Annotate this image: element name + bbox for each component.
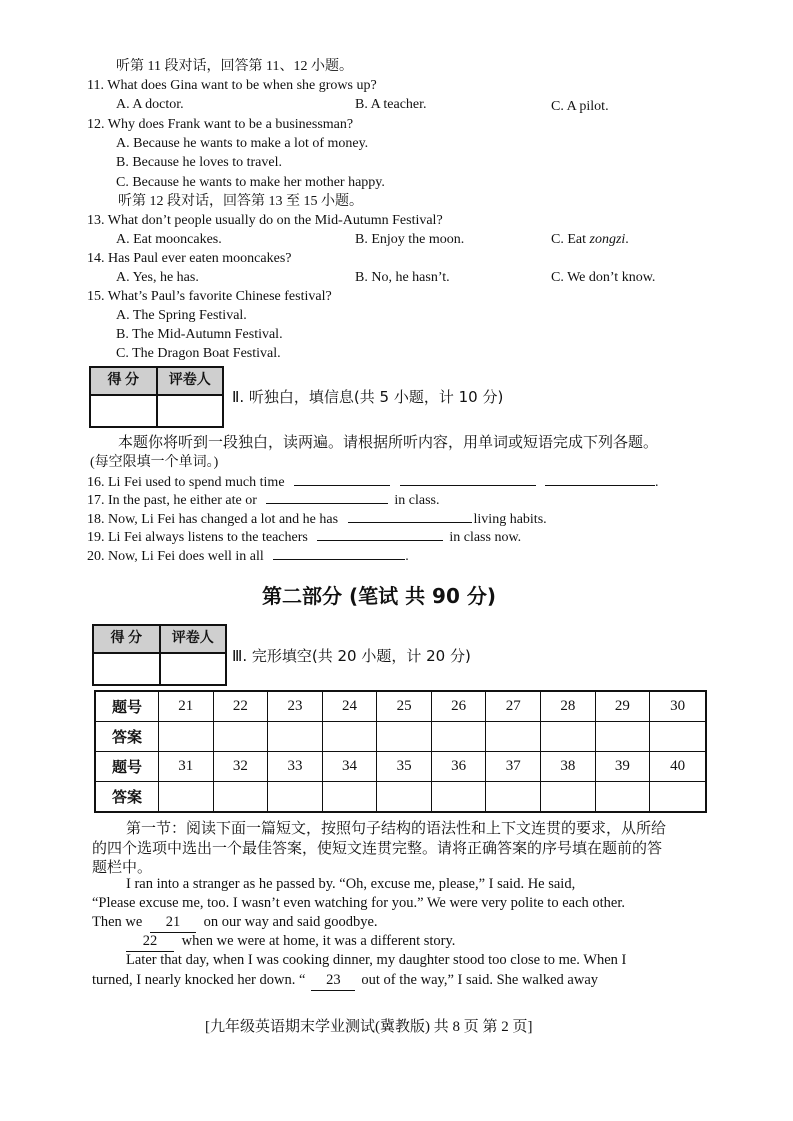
q19 xyxy=(87,527,521,547)
score-cell[interactable] xyxy=(91,396,158,426)
sec1-instruction-line1: 第一节：阅读下面一篇短文，按照句子结构的语法性和上下文连贯的要求，从所给 xyxy=(126,821,667,837)
passage-text: Then we xyxy=(92,914,143,930)
section3-title: Ⅲ. 完形填空(共 20 小题，计 20 分) xyxy=(232,647,471,665)
question-number: 39 xyxy=(595,752,650,782)
section2-title: Ⅱ. 听独白，填信息(共 5 小题，计 10 分) xyxy=(232,388,504,406)
answer-cell[interactable] xyxy=(159,782,214,813)
question-number: 35 xyxy=(377,752,432,782)
page-footer: [九年级英语期末学业测试(冀教版) 共 8 页 第 2 页] xyxy=(205,1019,533,1035)
score-box-section3 xyxy=(92,624,227,686)
answer-cell[interactable] xyxy=(431,782,486,813)
grader-label: 评卷人 xyxy=(171,631,214,646)
question-number: 26 xyxy=(431,691,486,722)
q17-blank[interactable] xyxy=(266,490,388,504)
q18-blank[interactable] xyxy=(348,509,472,523)
q13-option-c: C. Eat zongzi. xyxy=(551,232,629,247)
score-label: 得 分 xyxy=(94,626,161,652)
score-cell[interactable] xyxy=(94,654,161,684)
question-number: 28 xyxy=(541,691,596,722)
question-number: 34 xyxy=(322,752,377,782)
answer-cell[interactable] xyxy=(486,782,541,813)
answer-cell[interactable] xyxy=(650,722,706,752)
q15-option-c: C. The Dragon Boat Festival. xyxy=(116,346,281,361)
question-number: 31 xyxy=(159,752,214,782)
sec1-instruction-line3: 题栏中。 xyxy=(92,860,153,876)
section2-instruction: 本题你将听到一段独白，读两遍。请根据所听内容，用单词或短语完成下列各题。 xyxy=(118,435,659,451)
q11-option-c: C. A pilot. xyxy=(551,99,609,114)
q16-blank-1[interactable] xyxy=(294,472,390,486)
grader-label: 评卷人 xyxy=(168,373,211,388)
passage-text: on our way and said goodbye. xyxy=(203,914,378,930)
q18-end: living habits. xyxy=(473,512,547,527)
question-number: 37 xyxy=(486,752,541,782)
q13-option-b: B. Enjoy the moon. xyxy=(355,232,465,247)
q16-blank-2[interactable] xyxy=(400,472,536,486)
q15-option-a: A. The Spring Festival. xyxy=(116,308,247,323)
answer-cell[interactable] xyxy=(159,722,214,752)
section2-instruction-note: (每空限填一个单词。) xyxy=(90,455,219,470)
question-number: 25 xyxy=(377,691,432,722)
q12-option-a: A. Because he wants to make a lot of money. xyxy=(116,136,369,151)
answer-cell[interactable] xyxy=(213,782,268,813)
q14-option-a: A. Yes, he has. xyxy=(116,270,199,285)
blank-21[interactable]: 21 xyxy=(150,913,196,933)
passage-text: turned, I nearly knocked her down. “ xyxy=(92,972,306,988)
question-number: 36 xyxy=(431,752,486,782)
q14-option-b: B. No, he hasn’t. xyxy=(355,270,450,285)
q12-option-c: C. Because he wants to make her mother happy. xyxy=(116,175,385,190)
q16 xyxy=(87,472,659,492)
q19-blank[interactable] xyxy=(317,527,443,541)
q11-option-a: A. A doctor. xyxy=(116,97,184,112)
q20-text: 20. Now, Li Fei does well in all xyxy=(87,549,264,564)
part2-title: 第二部分 (笔试 共 90 分) xyxy=(262,584,496,608)
passage-line-6 xyxy=(92,971,598,991)
answer-cell[interactable] xyxy=(650,782,706,813)
answer-cell[interactable] xyxy=(431,722,486,752)
q13-option-a: A. Eat mooncakes. xyxy=(116,232,222,247)
answer-label: 答案 xyxy=(95,782,159,813)
q14-stem: 14. Has Paul ever eaten mooncakes? xyxy=(87,251,292,266)
score-box-section2 xyxy=(89,366,224,428)
listening-intro-11: 听第 11 段对话，回答第 11、12 小题。 xyxy=(116,59,353,74)
q17-text: 17. In the past, he either ate or xyxy=(87,493,257,508)
question-number: 24 xyxy=(322,691,377,722)
answer-cell[interactable] xyxy=(541,722,596,752)
question-number: 29 xyxy=(595,691,650,722)
q16-blank-3[interactable] xyxy=(545,472,655,486)
q15-stem: 15. What’s Paul’s favorite Chinese festival? xyxy=(87,289,332,304)
answer-cell[interactable] xyxy=(268,722,323,752)
answer-table-number-row-2 xyxy=(95,752,706,782)
question-number: 38 xyxy=(541,752,596,782)
question-number: 40 xyxy=(650,752,706,782)
answer-table-answer-row-2 xyxy=(95,782,706,813)
q18 xyxy=(87,509,547,529)
answer-cell[interactable] xyxy=(595,722,650,752)
q12-option-b: B. Because he loves to travel. xyxy=(116,155,283,170)
q17 xyxy=(87,490,440,510)
passage-line-5: Later that day, when I was cooking dinner, my daughter stood too close to me. When I xyxy=(126,952,627,968)
passage-line-1: I ran into a stranger as he passed by. “Oh, excuse me, please,” I said. He said, xyxy=(126,876,576,892)
q20-blank[interactable] xyxy=(273,546,405,560)
question-number: 27 xyxy=(486,691,541,722)
q12-stem: 12. Why does Frank want to be a businessman? xyxy=(87,117,354,132)
question-number: 32 xyxy=(213,752,268,782)
q19-text: 19. Li Fei always listens to the teachers xyxy=(87,530,308,545)
q20-end: . xyxy=(405,549,409,564)
q16-text: 16. Li Fei used to spend much time xyxy=(87,475,285,490)
answer-cell[interactable] xyxy=(541,782,596,813)
passage-text: out of the way,” I said. She walked away xyxy=(361,972,599,988)
question-number: 30 xyxy=(650,691,706,722)
answer-cell[interactable] xyxy=(595,782,650,813)
question-number: 33 xyxy=(268,752,323,782)
q11-stem: 11. What does Gina want to be when she grows up? xyxy=(87,78,377,93)
answer-cell[interactable] xyxy=(322,722,377,752)
number-label: 题号 xyxy=(95,691,159,722)
blank-23[interactable]: 23 xyxy=(311,971,355,991)
grader-cell[interactable] xyxy=(158,396,223,426)
answer-cell[interactable] xyxy=(322,782,377,813)
answer-table-number-row-1 xyxy=(95,691,706,722)
passage-line-4 xyxy=(126,932,455,952)
answer-table-answer-row-1 xyxy=(95,722,706,752)
answer-cell[interactable] xyxy=(268,782,323,813)
answer-label: 答案 xyxy=(95,722,159,752)
grader-cell[interactable] xyxy=(161,654,226,684)
listening-intro-12: 听第 12 段对话，回答第 13 至 15 小题。 xyxy=(118,194,363,209)
question-number: 23 xyxy=(268,691,323,722)
question-number: 22 xyxy=(213,691,268,722)
question-number: 21 xyxy=(159,691,214,722)
answer-cell[interactable] xyxy=(377,782,432,813)
q17-end: in class. xyxy=(394,493,440,508)
q15-option-b: B. The Mid-Autumn Festival. xyxy=(116,327,283,342)
passage-text: when we were at home, it was a different story. xyxy=(181,933,456,949)
passage-line-3 xyxy=(92,913,378,933)
sec1-instruction-line2: 的四个选项中选出一个最佳答案，使短文连贯完整。请将正确答案的序号填在题前的答 xyxy=(92,841,663,857)
q13-stem: 13. What don’t people usually do on the Mid-Autumn Festival? xyxy=(87,213,443,228)
q14-option-c: C. We don’t know. xyxy=(551,270,656,285)
q18-text: 18. Now, Li Fei has changed a lot and he has xyxy=(87,512,339,527)
answer-cell[interactable] xyxy=(486,722,541,752)
answer-cell[interactable] xyxy=(213,722,268,752)
blank-22[interactable]: 22 xyxy=(126,932,174,952)
q11-option-b: B. A teacher. xyxy=(355,97,427,112)
q19-end: in class now. xyxy=(449,530,522,545)
answer-table xyxy=(94,690,707,813)
answer-cell[interactable] xyxy=(377,722,432,752)
q16-end: . xyxy=(655,475,659,490)
q20 xyxy=(87,546,409,566)
score-label: 得 分 xyxy=(91,368,158,394)
number-label: 题号 xyxy=(95,752,159,782)
passage-line-2: “Please excuse me, too. I wasn’t even watching for you.” We were very polite to each other. xyxy=(92,895,625,911)
